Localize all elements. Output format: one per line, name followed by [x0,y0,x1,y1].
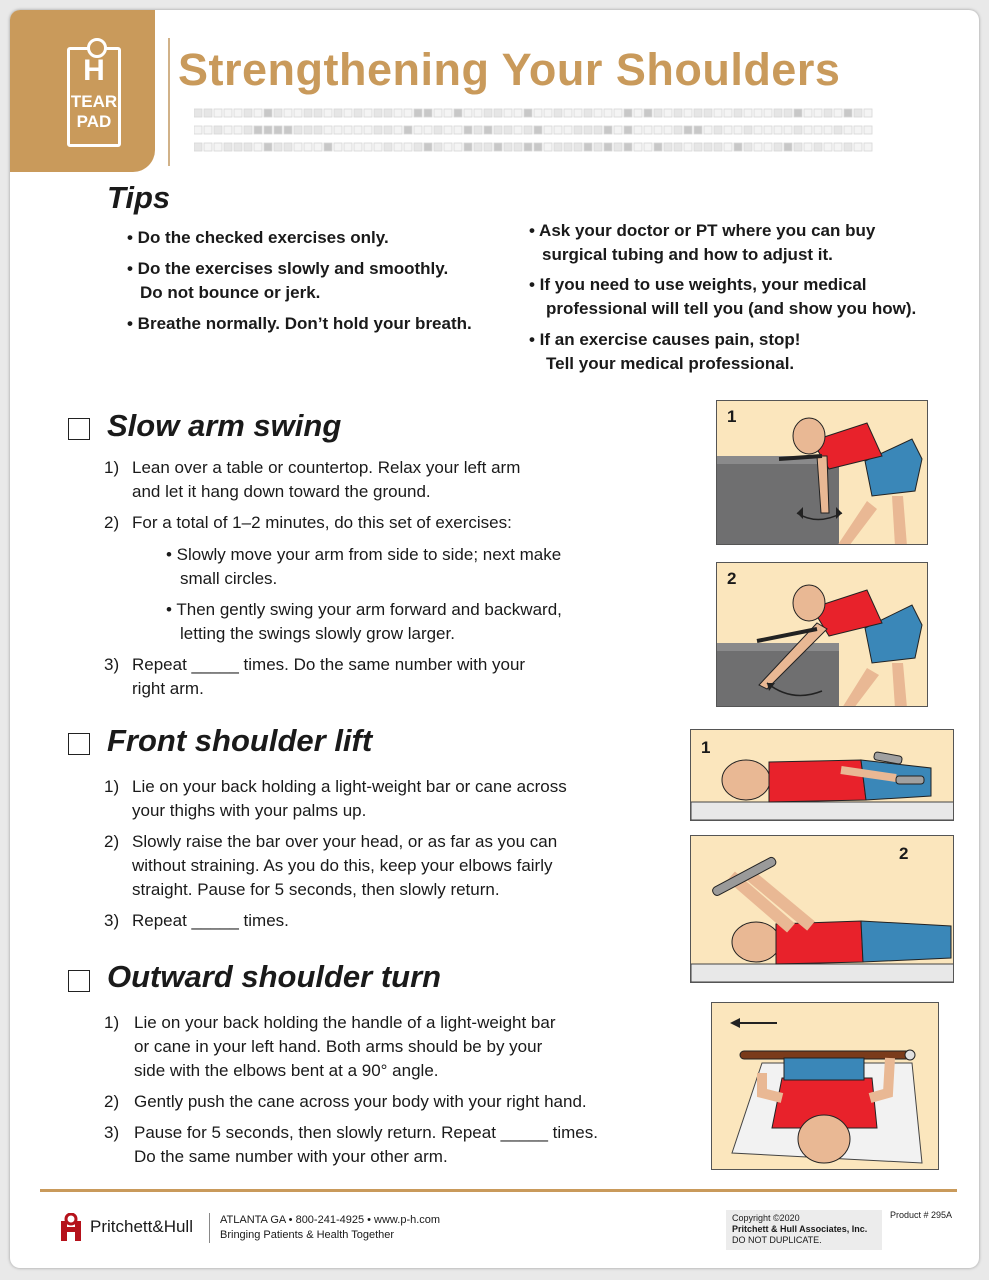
footer-divider [40,1189,957,1192]
figure-arm-swing-1 [716,400,928,545]
logo-line1: TEAR [70,92,118,111]
figure-number: 1 [727,407,737,426]
copyright-notice: DO NOT DUPLICATE. [732,1235,822,1245]
footer-separator [209,1213,210,1243]
header-divider [168,38,170,166]
exercise-checkbox[interactable] [68,733,90,755]
step-text: Lie on your back holding the handle of a light-weight bar [134,1013,556,1032]
step-text: or cane in your left hand. Both arms should be by your [134,1037,543,1056]
copyright-company: Pritchett & Hull Associates, Inc. [732,1224,868,1234]
step-text: small circles. [180,569,278,588]
exercise-checkbox[interactable] [68,970,90,992]
handout-sheet [10,10,979,1268]
step-number: 1) [104,777,120,796]
step-text: Do the same number with your other arm. [134,1147,448,1166]
tip-item: • If you need to use weights, your medical [529,275,867,294]
product-number: Product # 295A [890,1210,953,1220]
tip-item: • Do the checked exercises only. [127,228,389,247]
step-number: 2) [104,832,120,851]
logo-line2: PAD [76,112,112,131]
step-text: letting the swings slowly grow larger. [180,624,455,643]
logo-text [67,92,121,132]
section-title: Outward shoulder turn [107,959,442,994]
page-title: Strengthening Your Shoulders [178,44,841,95]
step-number: 2) [104,1092,120,1111]
step-number: 1) [104,458,120,477]
arm-swing-illustration-2 [717,563,928,707]
footer-contact [220,1213,440,1243]
step-number: 3) [104,911,120,930]
exercise-checkbox[interactable] [68,418,90,440]
figure-number: 2 [899,844,909,863]
tip-item: professional will tell you (and show you how). [546,299,917,318]
outward-turn-illustration [712,1003,939,1170]
arm-swing-illustration-1 [717,401,928,545]
step-text: Slowly raise the bar over your head, or as far as you can [132,832,558,851]
shoulder-lift-illustration-1 [691,730,954,821]
step-number: 3) [104,655,120,674]
step-text: Lie on your back holding a light-weight bar or cane across [132,777,567,796]
figure-shoulder-lift-2 [690,835,954,983]
tip-item: • Do the exercises slowly and smoothly. [127,259,449,278]
step-text: For a total of 1–2 minutes, do this set of exercises: [132,513,512,532]
tip-item: surgical tubing and how to adjust it. [542,245,833,264]
step-text: without straining. As you do this, keep your elbows fairly [132,856,553,875]
copyright-line: Copyright ©2020 [732,1213,800,1223]
tips-heading: Tips [107,180,171,215]
tip-item: • Breathe normally. Don’t hold your breath. [127,314,472,333]
section-title: Front shoulder lift [107,723,373,758]
step-text: and let it hang down toward the ground. [132,482,431,501]
footer-tagline: Bringing Patients & Health Together [220,1229,395,1241]
pritchett-hull-logo-icon [58,1213,86,1243]
step-text: Lean over a table or countertop. Relax your left arm [132,458,521,477]
figure-number: 1 [701,738,711,757]
shoulder-lift-illustration-2 [691,836,954,983]
decorative-pattern [194,107,874,159]
step-text: • Slowly move your arm from side to side; next make [166,545,562,564]
figure-number: 2 [727,569,737,588]
copyright-text [732,1213,867,1246]
figure-outward-turn [711,1002,939,1170]
step-number: 3) [104,1123,120,1142]
step-text: Pause for 5 seconds, then slowly return. Repeat _____ times. [134,1123,598,1142]
figure-shoulder-lift-1 [690,729,954,821]
step-number: 2) [104,513,120,532]
step-text: straight. Pause for 5 seconds, then slowly return. [132,880,500,899]
tip-item: Do not bounce or jerk. [140,283,321,302]
step-text: • Then gently swing your arm forward and backward, [166,600,562,619]
figure-arm-swing-2 [716,562,928,707]
step-text: side with the elbows bent at a 90° angle. [134,1061,439,1080]
step-text: Repeat _____ times. Do the same number with your [132,655,526,674]
ph-logo-icon: H [83,54,105,87]
footer-contact-line: ATLANTA GA • 800-241-4925 • www.p-h.com [220,1214,441,1226]
step-text: your thighs with your palms up. [132,801,367,820]
step-number: 1) [104,1013,120,1032]
tip-item: • Ask your doctor or PT where you can buy [529,221,876,240]
tip-item: • If an exercise causes pain, stop! [529,330,801,349]
step-text: Gently push the cane across your body with your right hand. [134,1092,587,1111]
step-text: right arm. [132,679,204,698]
tip-item: Tell your medical professional. [546,354,795,373]
section-title: Slow arm swing [107,408,342,443]
footer-brand: Pritchett&Hull [90,1217,193,1236]
step-text: Repeat _____ times. [132,911,289,930]
